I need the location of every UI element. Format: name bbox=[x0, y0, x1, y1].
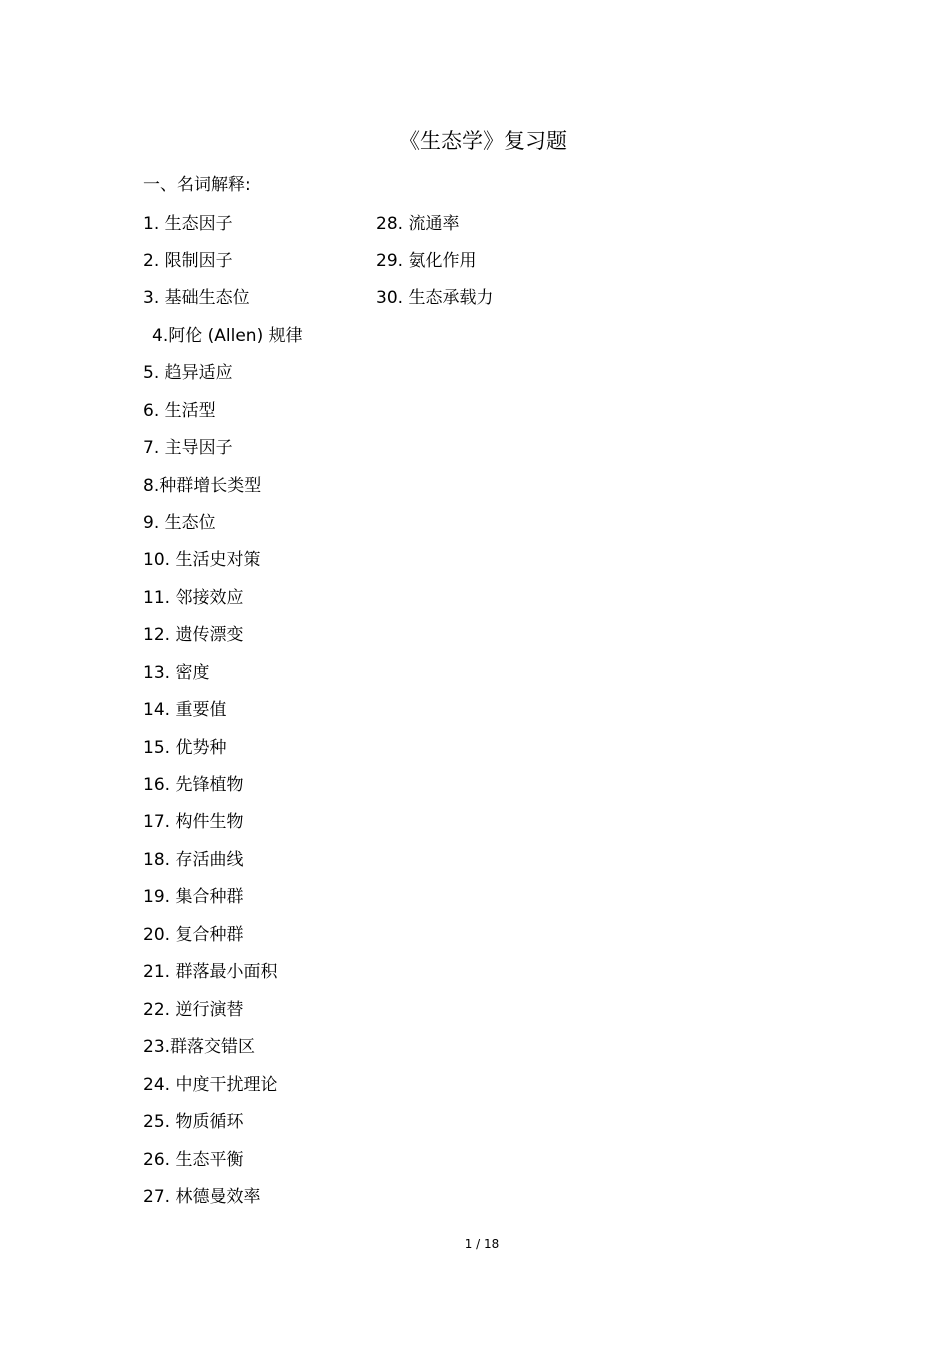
term-item: 16. 先锋植物 bbox=[143, 775, 244, 795]
document-title: 《生态学》复习题 bbox=[399, 129, 567, 153]
term-item: 17. 构件生物 bbox=[143, 812, 244, 832]
term-item: 6. 生活型 bbox=[143, 401, 216, 421]
term-item: 9. 生态位 bbox=[143, 513, 216, 533]
term-item: 15. 优势种 bbox=[143, 738, 227, 758]
term-item: 18. 存活曲线 bbox=[143, 850, 244, 870]
term-item: 8.种群增长类型 bbox=[143, 476, 262, 496]
term-item: 23.群落交错区 bbox=[143, 1037, 256, 1057]
term-item: 1. 生态因子 bbox=[143, 214, 233, 234]
term-item: 10. 生活史对策 bbox=[143, 550, 261, 570]
term-item: 30. 生态承载力 bbox=[376, 288, 494, 308]
term-item: 22. 逆行演替 bbox=[143, 1000, 244, 1020]
page-number: 1 / 18 bbox=[464, 1237, 500, 1251]
term-item: 13. 密度 bbox=[143, 663, 210, 683]
term-item: 20. 复合种群 bbox=[143, 925, 244, 945]
term-item: 11. 邻接效应 bbox=[143, 588, 244, 608]
term-item: 7. 主导因子 bbox=[143, 438, 233, 458]
term-item: 27. 林德曼效率 bbox=[143, 1187, 261, 1207]
term-item: 29. 氨化作用 bbox=[376, 251, 477, 271]
term-item: 14. 重要值 bbox=[143, 700, 227, 720]
term-item: 21. 群落最小面积 bbox=[143, 962, 278, 982]
term-item: 4.阿伦 (Allen) 规律 bbox=[152, 326, 303, 346]
term-item: 5. 趋异适应 bbox=[143, 363, 233, 383]
term-item: 25. 物质循环 bbox=[143, 1112, 244, 1132]
term-item: 19. 集合种群 bbox=[143, 887, 244, 907]
term-item: 24. 中度干扰理论 bbox=[143, 1075, 278, 1095]
term-item: 28. 流通率 bbox=[376, 214, 460, 234]
term-item: 26. 生态平衡 bbox=[143, 1150, 244, 1170]
term-item: 3. 基础生态位 bbox=[143, 288, 250, 308]
term-item: 2. 限制因子 bbox=[143, 251, 233, 271]
term-item: 12. 遗传漂变 bbox=[143, 625, 244, 645]
section-heading: 一、名词解释: bbox=[143, 175, 251, 195]
